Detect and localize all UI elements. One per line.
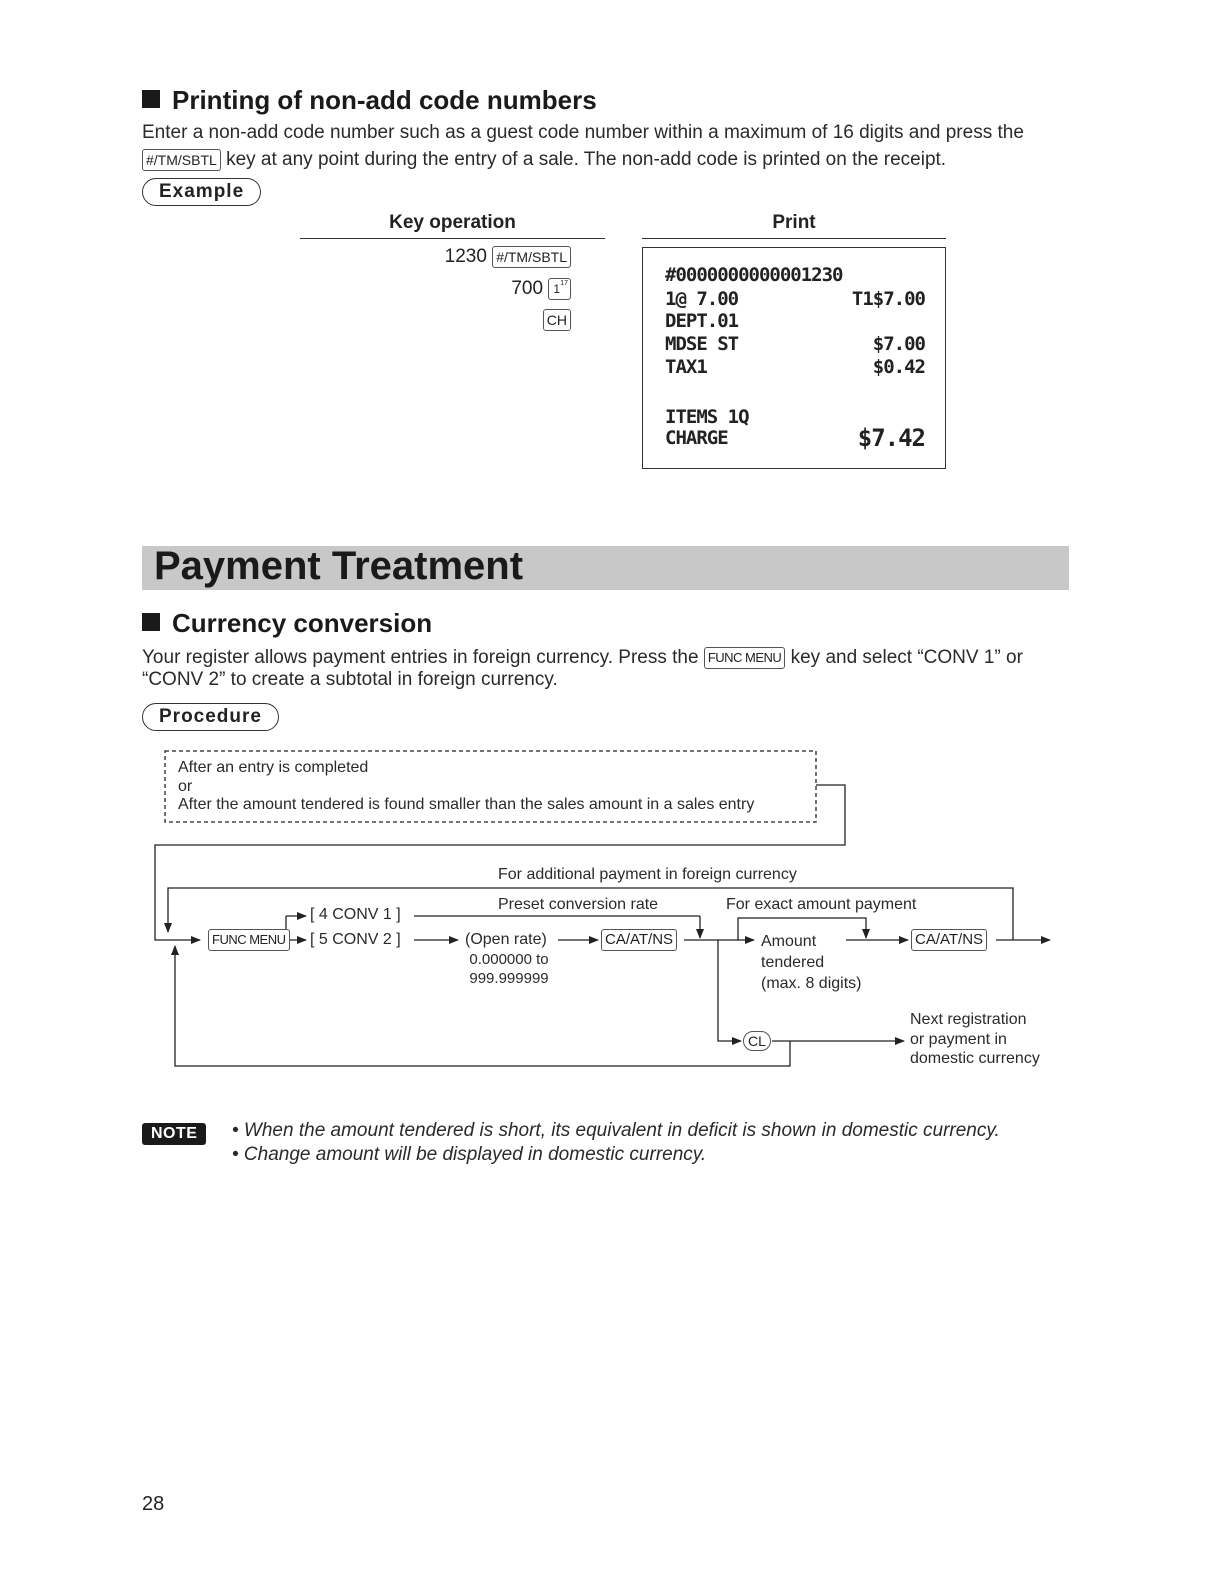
receipt-amount: $0.42 (872, 356, 925, 378)
ch-key: CH (543, 309, 571, 331)
rate-range-line: 999.999999 (469, 970, 549, 987)
para-line-1: Enter a non-add code number such as a guest code number within a maximum of 16 digits and press the (142, 122, 1024, 143)
conv2-option: [ 5 CONV 2 ] (310, 931, 401, 948)
page-number: 28 (142, 1493, 165, 1515)
ca-at-ns-key: CA/AT/NS (601, 929, 677, 951)
heading-text: Currency conversion (172, 608, 433, 638)
ca-at-ns-key-1 (601, 929, 677, 951)
receipt-text: #0000000000001230 (665, 264, 843, 286)
ca-at-ns-key: CA/AT/NS (911, 929, 987, 951)
func-menu-key-diagram (208, 929, 290, 951)
exact-amount-label: For exact amount payment (726, 896, 917, 913)
para-line-2-text: key at any point during the entry of a sale. The non-add code is printed on the receipt. (226, 149, 947, 170)
start-condition-text (178, 759, 754, 815)
para-line-2: “CONV 2” to create a subtotal in foreign currency. (142, 669, 558, 691)
receipt-total: $7.42 (857, 424, 925, 452)
open-rate-label: (Open rate) (465, 931, 547, 948)
receipt-text: MDSE ST (665, 333, 739, 355)
para-text: Your register allows payment entries in foreign currency. Press the (142, 647, 699, 669)
next-line: or payment in (910, 1030, 1007, 1048)
banner-title: Payment Treatment (154, 544, 524, 588)
cl-key: CL (743, 1031, 771, 1051)
conv1-label: 4 CONV 1 (318, 906, 392, 923)
start-line: After an entry is completed (178, 759, 369, 776)
start-line: After the amount tendered is found smaller than the sales amount in a sales entry (178, 796, 755, 813)
key-op-number: 1230 (444, 246, 487, 268)
tm-sbtl-key: #/TM/SBTL (492, 246, 571, 268)
heading-text: Printing of non-add code numbers (172, 85, 597, 115)
next-line: domestic currency (910, 1050, 1040, 1067)
key-operation-header: Key operation (300, 212, 605, 239)
func-menu-key: FUNC MENU (704, 647, 786, 669)
conv2-label: 5 CONV 2 (318, 931, 392, 948)
receipt-text: 1@ 7.00 (665, 288, 739, 310)
receipt-text: ITEMS 1Q (665, 406, 749, 428)
note-list (232, 1119, 1132, 1167)
para-text: key and select “CONV 1” or (790, 647, 1023, 669)
tm-sbtl-key: #/TM/SBTL (142, 149, 221, 171)
receipt-amount: T1$7.00 (851, 288, 925, 310)
procedure-badge: Procedure (142, 703, 279, 731)
receipt-text: TAX1 (665, 356, 707, 378)
example-badge: Example (142, 178, 261, 206)
cl-key-diagram (743, 1031, 771, 1051)
rate-range-line: 0.000000 to (469, 951, 549, 968)
conv1-option: [ 4 CONV 1 ] (310, 906, 401, 923)
dept-key-label: 1 (553, 282, 560, 296)
additional-payment-label: For additional payment in foreign currency (498, 866, 797, 883)
next-line: Next registration (910, 1011, 1027, 1028)
receipt-text: CHARGE (665, 427, 728, 449)
func-menu-key: FUNC MENU (208, 929, 290, 951)
receipt-amount: $7.00 (872, 333, 925, 355)
ca-at-ns-key-2 (911, 929, 987, 951)
amount-tendered-label (761, 931, 861, 994)
next-registration-label (910, 1010, 1040, 1069)
print-header: Print (642, 212, 946, 239)
note-item: • Change amount will be displayed in domestic currency. (232, 1144, 707, 1165)
receipt-text: DEPT.01 (665, 310, 739, 332)
amount-line: Amount (761, 933, 817, 950)
start-line: or (178, 777, 193, 795)
amount-line: (max. 8 digits) (761, 975, 862, 992)
key-op-number: 700 (511, 278, 544, 300)
amount-line: tendered (761, 954, 825, 971)
note-item: • When the amount tendered is short, its equivalent in deficit is shown in domestic currency. (232, 1120, 1000, 1141)
note-tag: NOTE (142, 1123, 206, 1145)
preset-rate-label: Preset conversion rate (498, 896, 659, 913)
rate-range (465, 950, 553, 988)
dept-key-sup: 17 (560, 280, 568, 287)
